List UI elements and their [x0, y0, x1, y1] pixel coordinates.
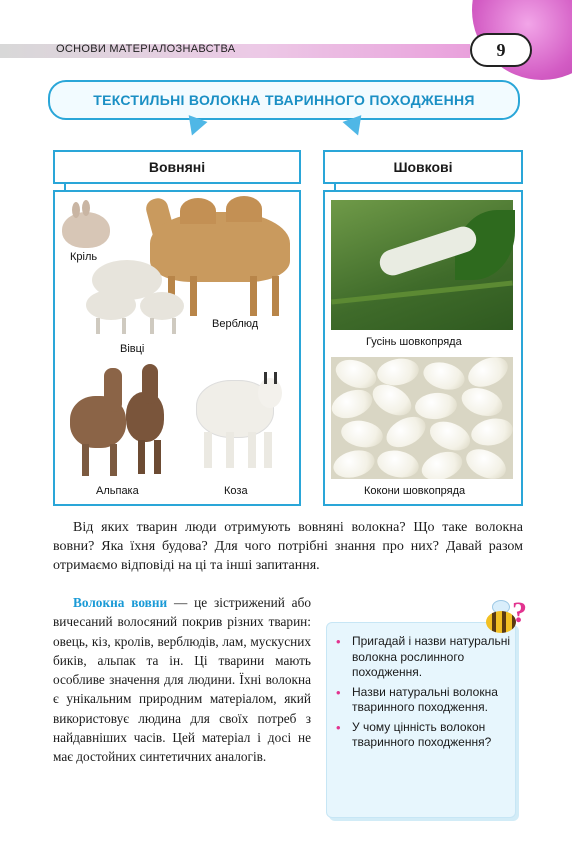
- question-item: • Пригадай і назви натуральні волокна рослинного походження.: [336, 634, 511, 679]
- question-mark-icon: ?: [512, 596, 527, 629]
- cocoon: [331, 385, 376, 424]
- cocoon: [332, 357, 380, 393]
- main-title: ТЕКСТИЛЬНІ ВОЛОКНА ТВАРИННОГО ПОХОДЖЕННЯ: [48, 80, 520, 120]
- cocoon: [469, 415, 513, 449]
- sheep-leg: [150, 318, 154, 334]
- cocoon: [375, 447, 421, 479]
- goat-head: [258, 378, 282, 408]
- cocoon: [461, 443, 510, 479]
- label-sheep: Вівці: [120, 343, 145, 355]
- cocoon: [426, 416, 475, 456]
- goat-horn: [264, 372, 267, 384]
- cocoons-photo: [331, 357, 513, 479]
- label-goat: Коза: [224, 485, 248, 497]
- camel-hump: [226, 196, 262, 222]
- category-wool-heading: Вовняні: [53, 150, 301, 184]
- goat-leg: [204, 432, 212, 468]
- camel-leg: [250, 276, 257, 316]
- cocoon: [367, 378, 416, 422]
- sheep-lamb: [140, 292, 184, 320]
- label-camel: Верблюд: [212, 318, 259, 330]
- section-title: ОСНОВИ МАТЕРІАЛОЗНАВСТВА: [56, 43, 236, 55]
- goat-leg: [264, 432, 272, 468]
- goat-leg: [226, 432, 234, 468]
- camel-leg: [190, 276, 197, 316]
- alpaca-neck: [142, 364, 158, 404]
- alpaca-leg: [138, 440, 145, 474]
- question-item: • Назви натуральні волокна тваринного походження.: [336, 684, 498, 714]
- cocoon: [420, 358, 467, 394]
- cocoon: [339, 418, 385, 451]
- goat-leg: [248, 432, 256, 468]
- rabbit-ear: [82, 200, 90, 216]
- bullet-icon: •: [336, 634, 341, 649]
- alpaca-leg: [82, 444, 89, 476]
- camel-hump: [180, 198, 216, 224]
- definition-text: — це зістрижений або вичесаний волосяний покрив різних тварин: овець, кіз, кролів, верблюдів, лам, мускусних биків, альпак та ін. Ці тварини мають особливе значення для людини. Їхні волокна є унікальним природним матеріалом, який використовує людина для своїх потреб з найдавніших часів. Цей матеріал і досі не має достойних синтетичних аналогів.: [53, 595, 311, 765]
- alpaca-leg: [154, 440, 161, 474]
- category-silk-heading: Шовкові: [323, 150, 523, 184]
- wool-definition-paragraph: [53, 593, 311, 767]
- label-rabbit: Кріль: [70, 251, 98, 263]
- sheep-leg: [122, 318, 126, 334]
- label-alpaca: Альпака: [96, 485, 139, 497]
- camel-leg: [272, 276, 279, 316]
- sheep-lamb: [86, 290, 136, 320]
- rabbit-ear: [72, 202, 80, 218]
- intro-paragraph: Від яких тварин люди отримують вовняні волокна? Що таке волокна вовни? Яка їхня будова? Для чого потрібні знання про них? Давай разом отримаємо відповіді на ці та інші запитання.: [53, 520, 523, 573]
- questions-list: [336, 634, 511, 755]
- bullet-icon: •: [336, 684, 341, 700]
- term-wool-fibers: Волокна вовни: [73, 595, 168, 610]
- goat-horn: [274, 372, 277, 384]
- rabbit-image: [62, 212, 110, 248]
- sheep-leg: [172, 318, 176, 334]
- cocoon: [331, 446, 378, 479]
- label-caterpillar: Гусінь шовкопряда: [366, 336, 462, 348]
- sheep-leg: [96, 318, 100, 334]
- bullet-icon: •: [336, 719, 341, 735]
- cocoon: [458, 383, 506, 421]
- cocoon: [418, 447, 466, 479]
- camel-image: [150, 212, 290, 282]
- page-number: 9: [470, 33, 532, 67]
- alpaca-neck: [104, 368, 122, 412]
- alpaca-leg: [110, 444, 117, 476]
- cocoon: [414, 391, 458, 421]
- question-item: • У чому цінність волокон тваринного походження?: [336, 719, 492, 749]
- label-cocoons: Кокони шовкопряда: [364, 485, 466, 497]
